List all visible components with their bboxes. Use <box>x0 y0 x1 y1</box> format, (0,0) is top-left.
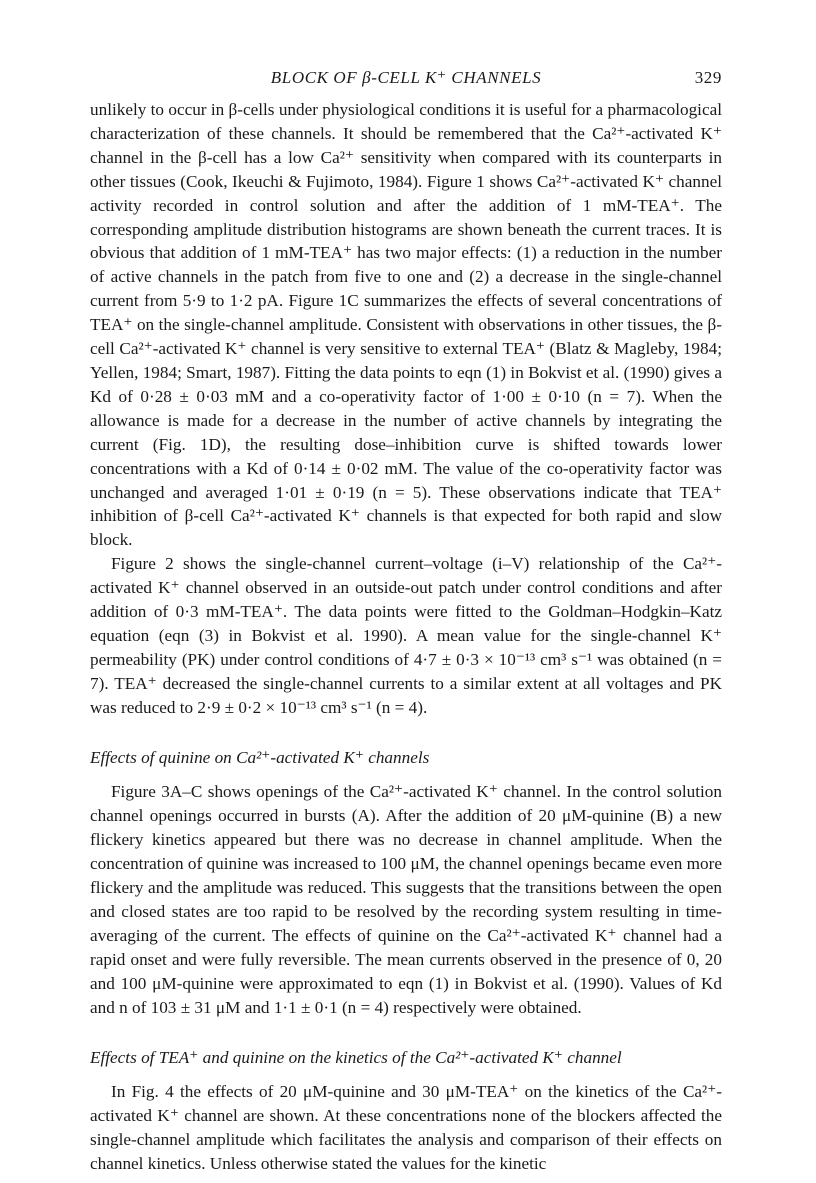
paragraph-kinetics: In Fig. 4 the effects of 20 μM-quinine and 30 μM-TEA⁺ on the kinetics of the Ca²⁺-activated K⁺ channel are shown. At these concentrations none of the blockers affected the single-channel amplitude which facilitates the analysis and comparison of their effects on channel kinetics. Unless otherwise stated the values for the kinetic <box>90 1082 722 1174</box>
paragraph-figure-2: Figure 2 shows the single-channel current–voltage (i–V) relationship of the Ca²⁺-activated K⁺ channel observed in an outside-out patch under control conditions and after addition of 0·3 mM-TEA⁺. The data points were fitted to the Goldman–Hodgkin–Katz equation (eqn (3) in Bokvist et al. 1990). A mean value for the single-channel K⁺ permeability (PK) under control conditions of 4·7 ± 0·3 × 10⁻¹³ cm³ s⁻¹ was obtained (n = 7). TEA⁺ decreased the single-channel currents to a similar extent at all voltages and PK was reduced to 2·9 ± 0·2 × 10⁻¹³ cm³ s⁻¹ (n = 4). <box>90 554 722 717</box>
running-head <box>90 68 722 92</box>
paragraph-quinine: Figure 3A–C shows openings of the Ca²⁺-activated K⁺ channel. In the control solution channel openings occurred in bursts (A). After the addition of 20 μM-quinine (B) a new flickery kinetics appeared but there was no decrease in channel amplitude. When the concentration of quinine was increased to 100 μM, the channel openings became even more flickery and the amplitude was reduced. This suggests that the transitions between the open and closed states are too rapid to be resolved by the recording system resulting in time-averaging of the current. The effects of quinine on the Ca²⁺-activated K⁺ channel had a rapid onset and were fully reversible. The mean currents observed in the presence of 0, 20 and 100 μM-quinine were approximated to eqn (1) in Bokvist et al. (1990). Values of Kd and n of 103 ± 31 μM and 1·1 ± 0·1 (n = 4) respectively were obtained. <box>90 782 722 1017</box>
running-title: BLOCK OF β-CELL K⁺ CHANNELS <box>270 68 542 87</box>
page-number: 329 <box>694 68 722 87</box>
section-heading-quinine: Effects of quinine on Ca²⁺-activated K⁺ channels <box>90 747 430 767</box>
body-text <box>90 98 722 1176</box>
paragraph-continued: unlikely to occur in β-cells under physiological conditions it is useful for a pharmacological characterization of these channels. It should be remembered that the Ca²⁺-activated K⁺ channel in the β-cell has a low Ca²⁺ sensitivity when compared with its counterparts in other tissues (Cook, Ikeuchi & Fujimoto, 1984). Figure 1 shows Ca²⁺-activated K⁺ channel activity recorded in control solution and after the addition of 1 mM-TEA⁺. The corresponding amplitude distribution histograms are shown beneath the current traces. It is obvious that addition of 1 mM-TEA⁺ has two major effects: (1) a reduction in the number of active channels in the patch from five to one and (2) a decrease in the single-channel current from 5·9 to 1·2 pA. Figure 1C summarizes the effects of several concentrations of TEA⁺ on the single-channel amplitude. Consistent with observations in other tissues, the β-cell Ca²⁺-activated K⁺ channel is very sensitive to external TEA⁺ (Blatz & Magleby, 1984; Yellen, 1984; Smart, 1987). Fitting the data points to eqn (1) in Bokvist et al. (1990) gives a Kd of 0·28 ± 0·03 mM and a co-operativity factor of 1·00 ± 0·10 (n = 7). When the allowance is made for a decrease in the number of active channels by integrating the current (Fig. 1D), the resulting dose–inhibition curve is shifted towards lower concentrations with a Kd of 0·14 ± 0·02 mM. The value of the co-operativity factor was unchanged and averaged 1·01 ± 0·19 (n = 5). These observations indicate that TEA⁺ inhibition of β-cell Ca²⁺-activated K⁺ channels is that expected for both rapid and slow block. <box>90 100 722 550</box>
section-heading-kinetics: Effects of TEA⁺ and quinine on the kinetics of the Ca²⁺-activated K⁺ channel <box>90 1047 622 1067</box>
